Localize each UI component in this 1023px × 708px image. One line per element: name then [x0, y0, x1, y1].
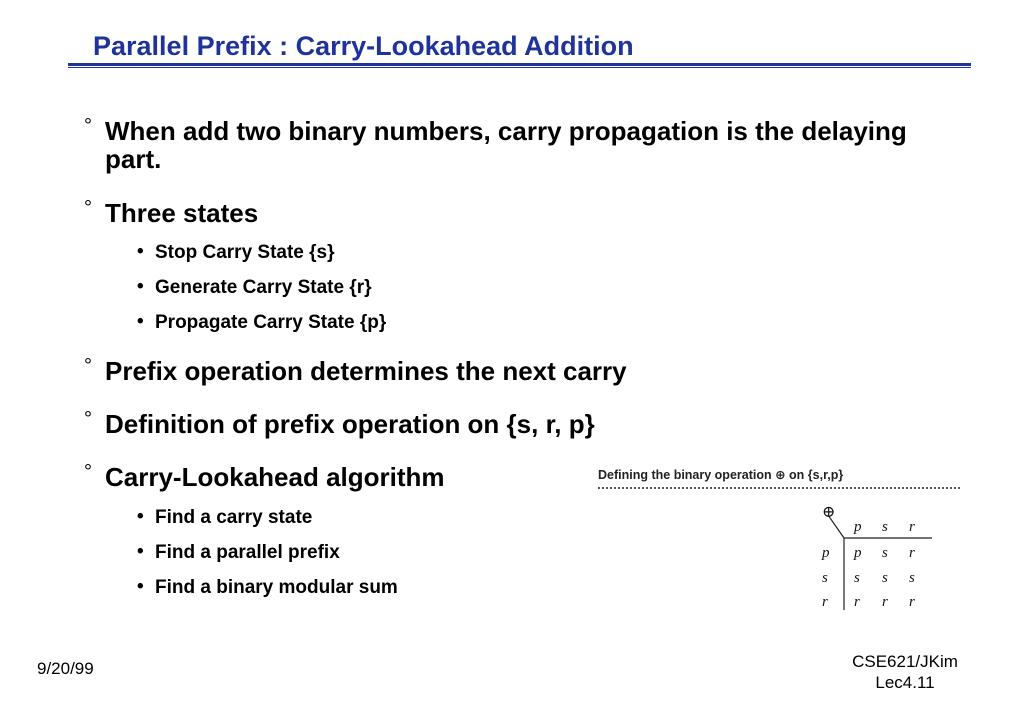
sub-bullet-text: Find a parallel prefix	[155, 542, 340, 563]
table-cell: s	[854, 570, 860, 586]
operator-symbol: ⊕	[822, 504, 836, 521]
sub-bullet-propagate-carry	[137, 312, 386, 334]
sub-bullet-marker: •	[137, 241, 144, 262]
sub-bullet-text: Find a binary modular sum	[155, 577, 398, 598]
table-cell: r	[882, 594, 888, 610]
table-cell: r	[909, 545, 915, 561]
table-cell: s	[882, 570, 888, 586]
col-header: p	[854, 519, 862, 535]
sub-bullet-generate-carry	[137, 277, 372, 299]
bullet-text: Prefix operation determines the next carry	[105, 356, 627, 386]
sub-bullet-text: Propagate Carry State {p}	[155, 312, 387, 333]
table-cell: r	[854, 594, 860, 610]
table-grid-lines	[818, 515, 938, 615]
sub-bullet-marker: •	[137, 576, 144, 597]
bullet-marker: °	[84, 197, 92, 219]
table-diagonal-line	[828, 515, 844, 538]
bullet-marker: °	[84, 355, 92, 377]
bullet-text: Three states	[105, 198, 259, 228]
row-label: r	[822, 594, 828, 610]
title-underline-thin	[68, 67, 971, 68]
sub-bullet-marker: •	[137, 276, 144, 297]
bullet-marker: °	[84, 408, 92, 430]
bullet-text: Carry-Lookahead algorithm	[105, 462, 445, 492]
title-underline	[68, 63, 971, 66]
sub-bullet-text: Stop Carry State {s}	[155, 242, 335, 263]
slide-title: Parallel Prefix : Carry-Lookahead Addition	[93, 31, 634, 61]
bullet-three-states	[84, 199, 965, 227]
row-label: p	[822, 545, 830, 561]
sub-bullet-marker: •	[137, 311, 144, 332]
sub-bullet-marker: •	[137, 541, 144, 562]
figure-dotted-rule	[598, 487, 960, 489]
footer-course-info	[830, 651, 980, 693]
sub-bullet-find-carry-state	[137, 507, 312, 529]
bullet-text: Definition of prefix operation on {s, r, p}	[105, 409, 595, 439]
row-label: s	[822, 570, 828, 586]
table-cell: s	[909, 570, 915, 586]
footer-date: 9/20/99	[37, 659, 94, 678]
footer-lecture: Lec4.11	[875, 673, 935, 692]
bullet-carry-propagation	[84, 117, 965, 173]
bullet-marker: °	[84, 461, 92, 483]
sub-bullet-text: Generate Carry State {r}	[155, 277, 372, 298]
sub-bullet-marker: •	[137, 506, 144, 527]
figure-caption: Defining the binary operation ⊕ on {s,r,p}	[598, 468, 844, 482]
bullet-definition	[84, 410, 965, 438]
table-cell: r	[909, 594, 915, 610]
sub-bullet-stop-carry	[137, 242, 335, 264]
sub-bullet-text: Find a carry state	[155, 507, 313, 528]
footer-course: CSE621/JKim	[852, 652, 958, 671]
bullet-prefix-operation	[84, 357, 965, 385]
table-cell: p	[854, 545, 862, 561]
bullet-text: When add two binary numbers, carry propagation is the delaying part.	[105, 116, 907, 174]
col-header: r	[909, 519, 915, 535]
bullet-marker: °	[84, 115, 92, 137]
bullet-carry-lookahead	[84, 463, 585, 491]
sub-bullet-find-parallel-prefix	[137, 542, 340, 564]
sub-bullet-find-modular-sum	[137, 577, 398, 599]
col-header: s	[882, 519, 888, 535]
table-cell: s	[882, 545, 888, 561]
